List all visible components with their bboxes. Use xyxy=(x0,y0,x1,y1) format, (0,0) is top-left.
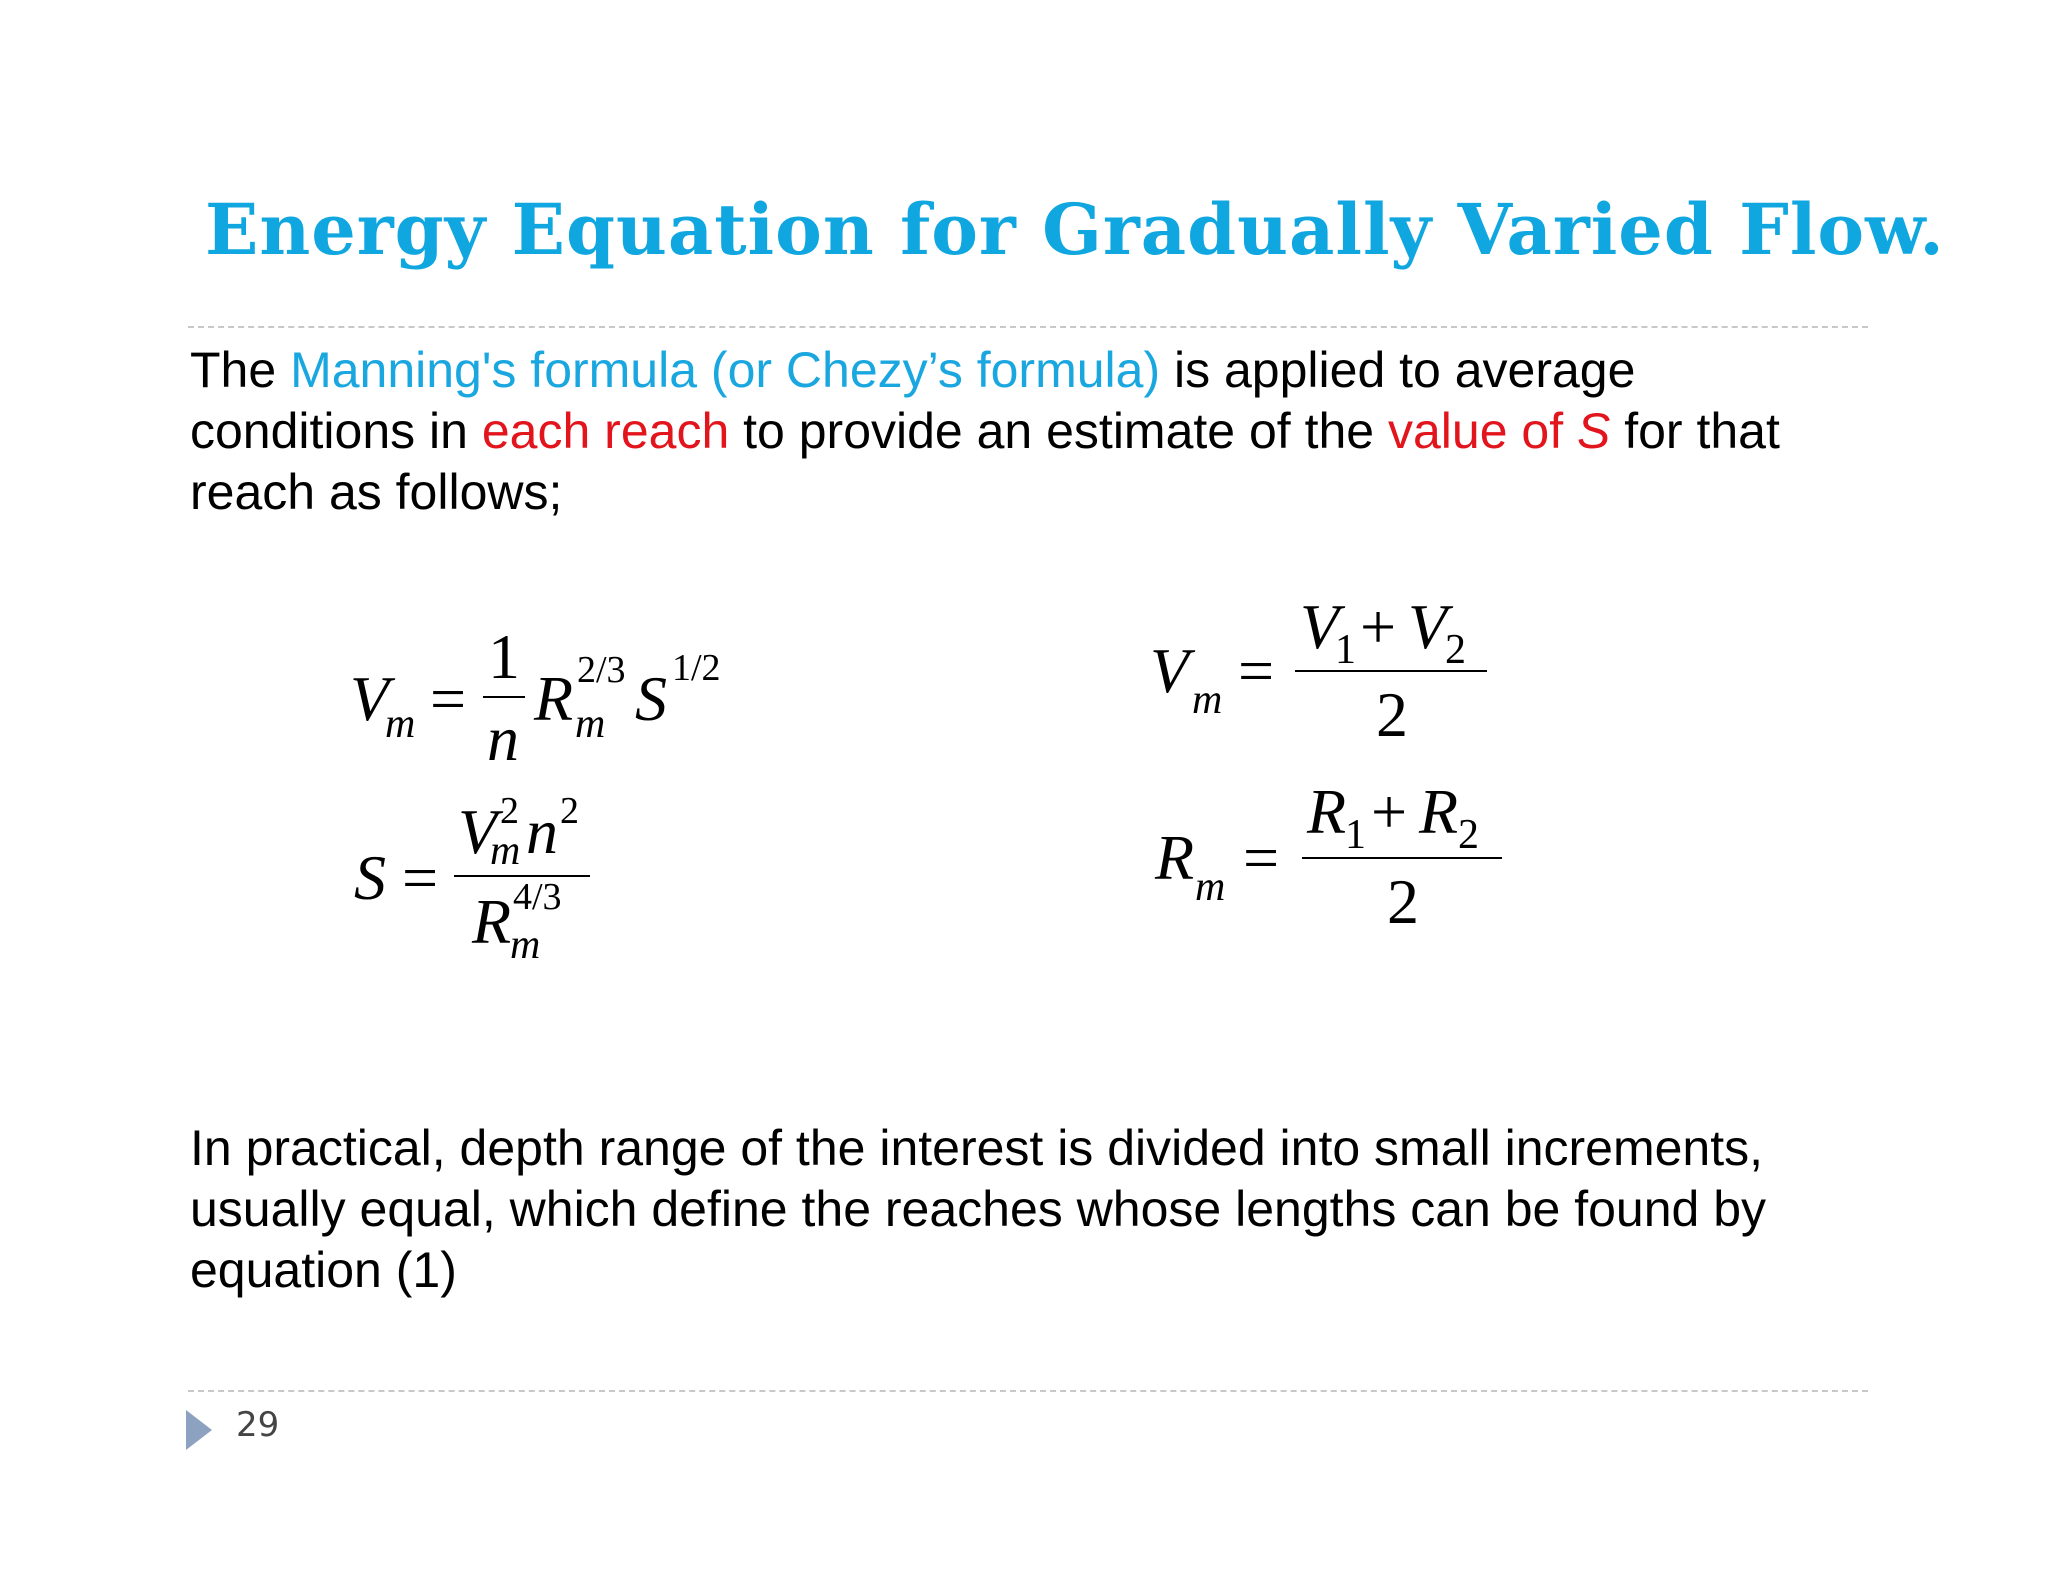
eq2-n-exp: 2 xyxy=(560,790,579,832)
intro-text-8: for that reach as follows; xyxy=(190,403,1780,520)
eq1-equals: = xyxy=(430,663,467,734)
eq3-equals: = xyxy=(1238,635,1275,706)
eq2-S: S xyxy=(354,842,386,913)
eq4-R: R xyxy=(1155,822,1195,893)
intro-text-3: is applied to average conditions in xyxy=(190,342,1636,459)
eq4-denominator: 2 xyxy=(1387,866,1419,937)
top-divider xyxy=(188,326,1868,328)
bottom-divider xyxy=(188,1390,1868,1392)
value-s-highlight: S xyxy=(1576,403,1611,459)
eq3-V2: V xyxy=(1408,591,1448,662)
eq3-sub-m: m xyxy=(1192,677,1223,723)
eq2-R: R xyxy=(472,886,512,957)
each-reach-highlight: each reach xyxy=(481,403,730,459)
eq4-R2: R xyxy=(1419,776,1459,847)
eq3-V2-sub: 2 xyxy=(1445,627,1466,673)
eq2-n: n xyxy=(526,796,558,867)
eq4-fraction-bar xyxy=(1302,857,1502,859)
eq2-R-sub-m: m xyxy=(510,922,541,968)
eq3-V1: V xyxy=(1300,591,1340,662)
intro-text-1: The xyxy=(190,342,291,398)
eq4-plus: + xyxy=(1371,776,1408,847)
eq2-V-sub-m: m xyxy=(490,828,521,874)
intro-text-5: to provide an estimate of the xyxy=(729,403,1388,459)
slide-title: Energy Equation for Gradually Varied Flow. xyxy=(205,188,1945,271)
eq2-V-exp: 2 xyxy=(500,790,519,832)
eq3-V1-sub: 1 xyxy=(1335,627,1356,673)
intro-paragraph xyxy=(190,340,1870,523)
eq3-plus: + xyxy=(1360,591,1397,662)
eq4-R1: R xyxy=(1307,776,1347,847)
eq1-S: S xyxy=(635,663,667,734)
eq3-fraction-bar xyxy=(1295,670,1487,672)
eq1-R-sub-m: m xyxy=(575,701,606,747)
value-of-highlight: value of xyxy=(1387,403,1577,459)
closing-paragraph: In practical, depth range of the interest is divided into small increments, usually equal, which define the reaches whose lengths can be found by equation (1) xyxy=(190,1120,1767,1298)
eq4-sub-m: m xyxy=(1195,864,1226,910)
eq4-R2-sub: 2 xyxy=(1458,812,1479,858)
eq3-V: V xyxy=(1150,635,1190,706)
eq1-sub-m: m xyxy=(385,701,416,747)
page-number: 29 xyxy=(236,1405,280,1445)
eq2-V: V xyxy=(458,796,498,867)
eq2-R-exp: 4/3 xyxy=(513,876,562,918)
eq1-V: V xyxy=(350,663,390,734)
eq1-numerator-1: 1 xyxy=(488,621,520,692)
eq1-denominator-n: n xyxy=(487,703,519,774)
eq3-denominator: 2 xyxy=(1376,679,1408,750)
equation-mean-velocity xyxy=(1150,590,1500,760)
eq1-S-exp: 1/2 xyxy=(672,647,721,689)
eq4-equals: = xyxy=(1243,822,1280,893)
eq1-R-exp: 2/3 xyxy=(577,649,626,691)
equation-slope xyxy=(350,790,610,968)
bullet-triangle-icon xyxy=(186,1410,212,1450)
eq1-fraction-bar xyxy=(483,696,525,698)
eq2-equals: = xyxy=(402,842,439,913)
eq4-R1-sub: 1 xyxy=(1345,812,1366,858)
equation-manning-velocity xyxy=(350,620,770,774)
manning-formula-highlight: Manning's formula (or Chezy’s formula) xyxy=(290,342,1161,398)
eq1-R: R xyxy=(534,663,574,734)
equation-mean-radius xyxy=(1155,775,1515,945)
